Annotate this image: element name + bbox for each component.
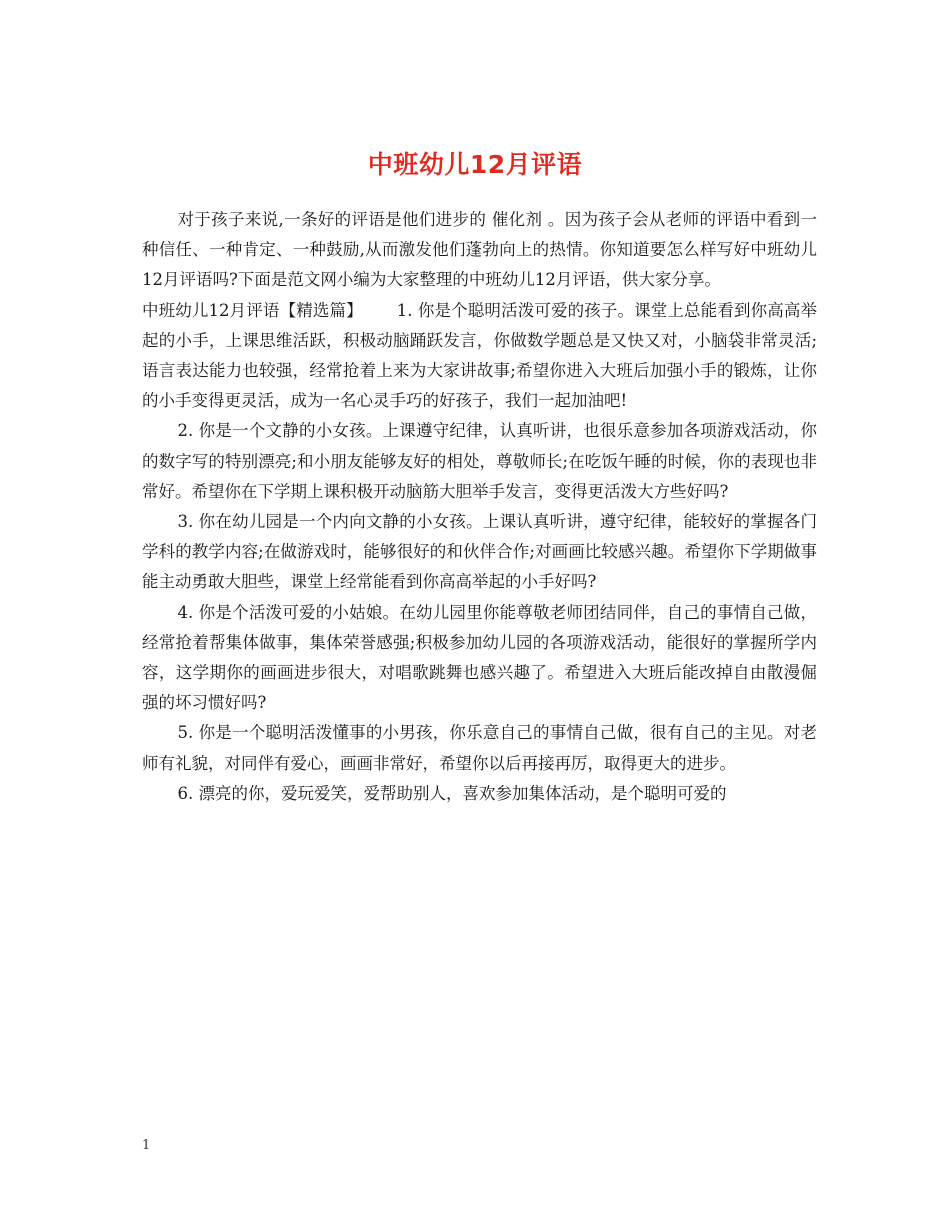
comment-2: 2. 你是一个文静的小女孩。上课遵守纪律，认真听讲，也很乐意参加各项游戏活动，你的数字写的特别漂亮;和小朋友能够友好的相处，尊敬师长;在吃饭午睡的时候，你的表现也非常好。希望你在下学期上课积极开动脑筋大胆举手发言，变得更活泼大方些好吗? [142,421,817,501]
comment-5: 5. 你是一个聪明活泼懂事的小男孩，你乐意自己的事情自己做，很有自己的主见。对老师有礼貌，对同伴有爱心，画画非常好，希望你以后再接再厉，取得更大的进步。 [142,723,817,773]
comment-4: 4. 你是个活泼可爱的小姑娘。在幼儿园里你能尊敬老师团结同伴，自己的事情自己做，经常抢着帮集体做事，集体荣誉感强;积极参加幼儿园的各项游戏活动，能很好的掌握所学内容，这学期你的画画进步很大，对唱歌跳舞也感兴趣了。希望进入大班后能改掉自由散漫倔强的坏习惯好吗? [142,602,817,713]
comment-6: 6. 漂亮的你，爱玩爱笑，爱帮助别人，喜欢参加集体活动，是个聪明可爱的 [177,783,727,803]
section-line [142,296,817,417]
document-body [142,205,817,809]
section-heading: 中班幼儿12月评语【精选篇】 [142,300,363,320]
comment-3: 3. 你在幼儿园是一个内向文静的小女孩。上课认真听讲，遵守纪律，能较好的掌握各门学科的教学内容;在做游戏时，能够很好的和伙伴合作;对画画比较感兴趣。希望你下学期做事能主动勇敢大胆些，课堂上经常能看到你高高举起的小手好吗? [142,512,817,592]
page-title: 中班幼儿12月评语 [367,149,583,179]
intro-paragraph: 对于孩子来说,一条好的评语是他们进步的 催化剂 。因为孩子会从老师的评语中看到一种信任、一种肯定、一种鼓励,从而激发他们蓬勃向上的热情。你知道要怎么样写好中班幼儿12月评语吗?下面是范文网小编为大家整理的中班幼儿12月评语，供大家分享。 [142,210,817,290]
page-number: 1 [142,1138,151,1153]
comment-1: 1. 你是个聪明活泼可爱的孩子。课堂上总能看到你高高举起的小手，上课思维活跃，积极动脑踊跃发言，你做数学题总是又快又对，小脑袋非常灵活;语言表达能力也较强，经常抢着上来为大家讲故事;希望你进入大班后加强小手的锻炼，让你的小手变得更灵活，成为一名心灵手巧的好孩子，我们一起加油吧! [142,300,817,411]
